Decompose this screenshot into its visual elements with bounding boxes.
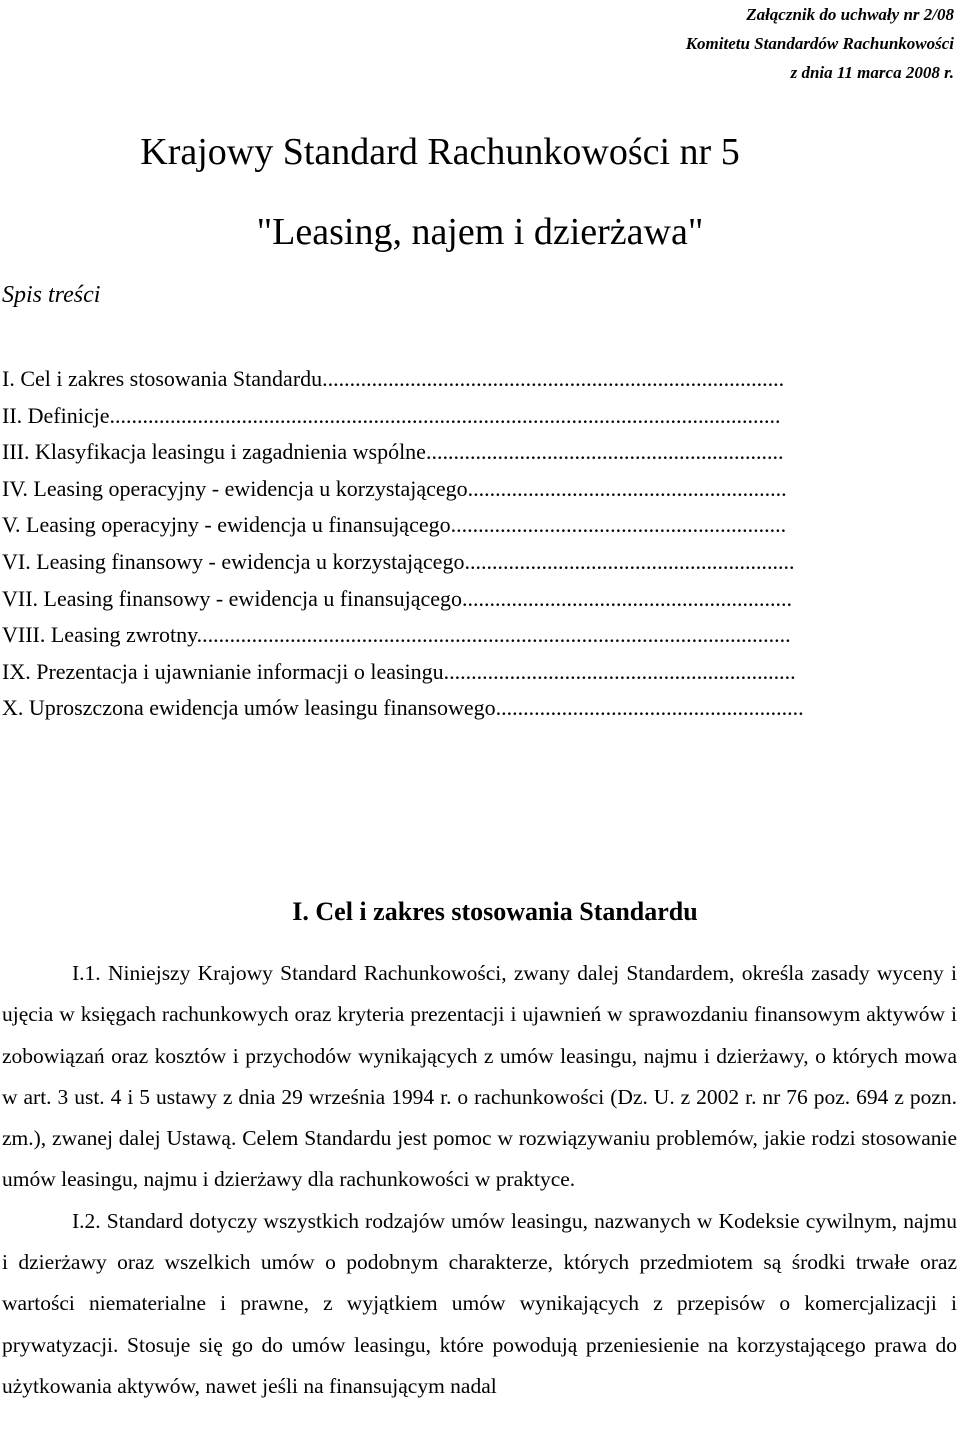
attachment-note-line-1: Załącznik do uchwały nr 2/08 <box>746 5 954 24</box>
toc-item[interactable]: IV. Leasing operacyjny - ewidencja u korzystającego.......................................................... <box>2 475 787 501</box>
section-heading: I. Cel i zakres stosowania Standardu <box>292 897 698 926</box>
toc-item[interactable]: V. Leasing operacyjny - ewidencja u finansującego............................................................. <box>2 512 787 538</box>
table-of-contents <box>2 364 804 730</box>
toc-item[interactable]: III. Klasyfikacja leasingu i zagadnienia wspólne................................................................. <box>2 439 784 465</box>
toc-item[interactable]: X. Uproszczona ewidencja umów leasingu finansowego........................................................ <box>2 695 804 721</box>
toc-item[interactable]: I. Cel i zakres stosowania Standardu.................................................................................... <box>2 366 785 391</box>
toc-item[interactable]: VI. Leasing finansowy - ewidencja u korzystającego............................................................ <box>2 548 795 574</box>
paragraph: I.1. Niniejszy Krajowy Standard Rachunkowości, zwany dalej Standardem, określa zasady wyceny i ujęcia w księgach rachunkowych oraz kryteria prezentacji i ujawnień w sprawozdaniu finansowym aktywów i zobowiązań oraz kosztów i przychodów wynikających z umów leasingu, najmu i dzierżawy, o których mowa w art. 3 ust. 4 i 5 ustawy z dnia 29 września 1994 r. o rachunkowości (Dz. U. z 2002 r. nr 76 poz. 694 z pozn. zm.), zwanej dalej Ustawą. Celem Standardu jest pomoc w rozwiązywaniu problemów, jakie rodzi stosowanie umów leasingu, najmu i dzierżawy dla rachunkowości w praktyce. <box>2 961 957 1192</box>
attachment-note <box>686 0 954 87</box>
attachment-note-line-3: z dnia 11 marca 2008 r. <box>790 63 954 82</box>
document-subtitle: "Leasing, najem i dzierżawa" <box>256 211 704 253</box>
toc-item[interactable]: VIII. Leasing zwrotny............................................................................................................ <box>2 622 791 648</box>
toc-item[interactable]: IX. Prezentacja i ujawnianie informacji o leasingu................................................................ <box>2 658 796 684</box>
toc-item[interactable]: VII. Leasing finansowy - ewidencja u finansującego............................................................ <box>2 585 793 611</box>
paragraph: I.2. Standard dotyczy wszystkich rodzajów umów leasingu, nazwanych w Kodeksie cywilnym, najmu i dzierżawy oraz wszelkich umów o podobnym charakterze, których przedmiotem są środki trwałe oraz wartości niematerialne i prawne, z wyjątkiem umów wynikających z przepisów o komercjalizacji i prywatyzacji. Stosuje się go do umów leasingu, które powodują przeniesienie na korzystającego prawa do użytkowania aktywów, nawet jeśli na finansującym nadal <box>2 1208 957 1398</box>
section-body <box>2 953 957 1407</box>
toc-item[interactable]: II. Definicje.......................................................................................................................... <box>2 402 781 428</box>
attachment-note-line-2: Komitetu Standardów Rachunkowości <box>685 34 954 53</box>
toc-heading: Spis treści <box>2 282 101 308</box>
document-title: Krajowy Standard Rachunkowości nr 5 <box>140 131 740 173</box>
